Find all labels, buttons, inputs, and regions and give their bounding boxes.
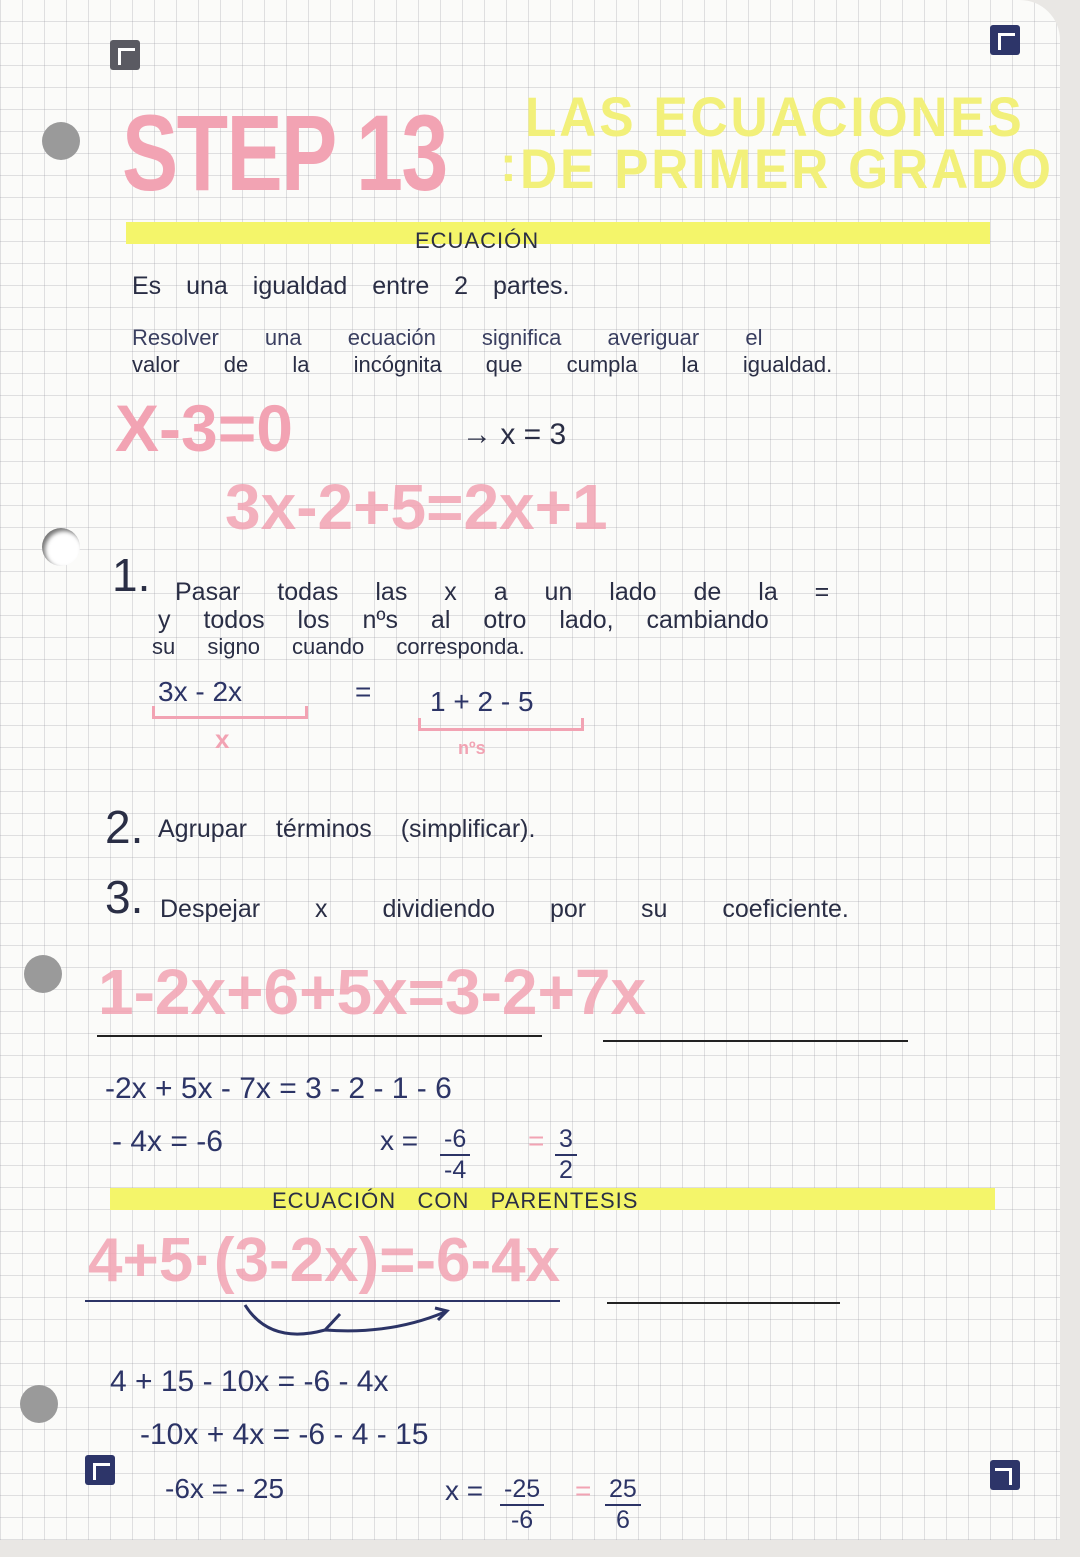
equals: = <box>528 1125 545 1156</box>
binder-hole <box>24 955 62 993</box>
binder-hole <box>20 1385 58 1423</box>
step1-left: 3x - 2x <box>158 676 243 707</box>
numerator: 3 <box>555 1125 577 1156</box>
fraction <box>605 1475 641 1535</box>
brace-numbers-label: nºs <box>458 738 486 758</box>
step-text: Despejar x dividiendo por su coeficiente. <box>160 895 849 923</box>
example-equation-1: X-3=0 <box>115 391 293 465</box>
title-line1: LAS ECUACIONES <box>525 85 1025 148</box>
denominator: -4 <box>444 1156 467 1184</box>
corner-tab-icon <box>990 1460 1020 1490</box>
brace-numbers <box>418 718 584 731</box>
work-line: 4 + 15 - 10x = -6 - 4x <box>110 1365 389 1398</box>
equals: = <box>575 1475 592 1506</box>
example-equation-2: 3x-2+5=2x+1 <box>225 471 608 543</box>
title-colon: : <box>500 136 517 192</box>
fraction <box>555 1125 577 1185</box>
brace-x <box>152 706 308 719</box>
brace-x-label: x <box>215 724 230 754</box>
step-number: 1. <box>112 549 151 601</box>
corner-tab-icon <box>990 25 1020 55</box>
section-heading: ECUACIÓN CON PARENTESIS <box>272 1188 639 1213</box>
denominator: -6 <box>510 1506 534 1534</box>
step1-equals: = <box>355 676 372 707</box>
x-equals: x = <box>445 1475 484 1506</box>
work-line: - 4x = -6 <box>112 1125 223 1158</box>
work-line: -10x + 4x = -6 - 4 - 15 <box>140 1418 429 1451</box>
step-text: Pasar todas las x a un lado de la = <box>175 578 830 606</box>
corner-tab-icon <box>85 1455 115 1485</box>
step-text: Agrupar términos (simplificar). <box>158 815 536 843</box>
step1-right: 1 + 2 - 5 <box>430 686 534 717</box>
fraction <box>440 1125 470 1185</box>
title-step: STEP 13 <box>122 92 447 213</box>
resolver-line1: Resolver una ecuación significa averiguar el <box>132 325 763 350</box>
resolver-line2: valor de la incógnita que cumpla la igualdad. <box>132 352 833 377</box>
step-text: y todos los nºs al otro lado, cambiando <box>158 606 769 634</box>
section-heading: ECUACIÓN <box>415 228 540 253</box>
example-equation-3: 1-2x+6+5x=3-2+7x <box>98 956 647 1028</box>
numerator: -25 <box>500 1475 544 1506</box>
numerator: -6 <box>440 1125 470 1156</box>
x-equals: x = <box>380 1125 419 1156</box>
example-equation-4: 4+5·(3-2x)=-6-4x <box>88 1226 561 1295</box>
binder-hole <box>42 528 80 566</box>
definition-text: Es una igualdad entre 2 partes. <box>132 272 570 300</box>
denominator: 2 <box>559 1156 573 1184</box>
title-line2: DE PRIMER GRADO <box>520 137 1054 200</box>
example-result-1: → x = 3 <box>462 418 567 451</box>
step-number: 2. <box>105 801 144 853</box>
distribute-arrow-icon <box>230 1300 460 1345</box>
binder-hole <box>42 122 80 160</box>
fraction <box>500 1475 544 1535</box>
work-line: -2x + 5x - 7x = 3 - 2 - 1 - 6 <box>105 1072 452 1105</box>
step-text: su signo cuando corresponda. <box>152 634 525 659</box>
work-line: -6x = - 25 <box>165 1473 285 1504</box>
numerator: 25 <box>605 1475 641 1506</box>
denominator: 6 <box>615 1506 630 1534</box>
corner-tab-icon <box>110 40 140 70</box>
step-number: 3. <box>105 871 144 923</box>
